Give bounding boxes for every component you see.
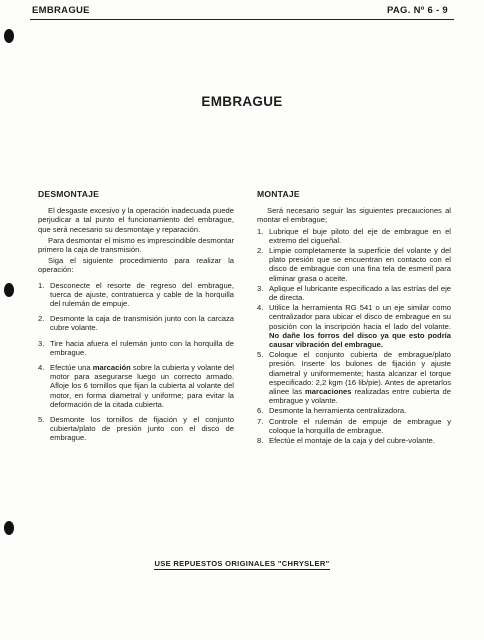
- step-text: [269, 436, 451, 445]
- step-text-part: sobre la cubierta y volante del motor para asegurarse luego un correcto armado. Afloje los 6 tornillos que fijan la cubierta al volante del motor, en forma diametral y uniforme; para evitar la deformación de la citada cubierta.: [50, 363, 234, 409]
- step-text-part: Lubrique el buje piloto del eje de embrague en el extremo del cigueñal.: [269, 226, 451, 245]
- step-text: [50, 415, 234, 443]
- list-item: [257, 246, 451, 283]
- step-number: 3.: [257, 283, 264, 293]
- binder-hole: [4, 29, 14, 43]
- binder-hole: [4, 521, 14, 535]
- desmontaje-intro: Siga el siguiente procedimiento para realizar la operación:: [38, 256, 234, 275]
- binder-hole: [4, 283, 14, 297]
- step-text: [50, 339, 234, 357]
- step-text-part: Efectúe el montaje de la caja y del cubre-volante.: [269, 436, 435, 446]
- step-number: 4.: [257, 303, 264, 313]
- list-item: [257, 227, 451, 245]
- header-title: EMBRAGUE: [32, 5, 90, 16]
- step-number: 5.: [257, 350, 264, 360]
- step-text: [269, 303, 451, 349]
- step-text: [269, 417, 451, 435]
- step-number: 1.: [38, 280, 45, 290]
- list-item: [38, 339, 234, 357]
- montaje-title: MONTAJE: [257, 189, 300, 199]
- step-text: [269, 284, 451, 302]
- step-text-part: Desconecte el resorte de regreso del embrague, tuerca de ajuste, contratuerca y cable de la horquilla del rulemán de empuje.: [50, 280, 234, 309]
- list-item: [38, 281, 234, 309]
- step-text: [269, 350, 451, 405]
- step-text-bold: marcaciones: [305, 387, 352, 397]
- step-text: [50, 281, 234, 309]
- step-text: [50, 314, 234, 332]
- step-text: [269, 227, 451, 245]
- step-text-part: Aplique el lubricante especificado a las estrías del eje de directa.: [269, 283, 451, 303]
- desmontaje-intro: Para desmontar el mismo es imprescindible desmontar primero la caja de transmisión.: [38, 235, 234, 255]
- desmontaje-title: DESMONTAJE: [38, 189, 100, 199]
- desmontaje-intro: El desgaste excesivo y la operación inadecuada puede perjudicar a tal punto el funcionamiento del embrague, que será necesario su desmontaje y reparación.: [38, 206, 234, 234]
- step-text: [269, 406, 451, 415]
- step-number: 6.: [257, 406, 264, 416]
- step-number: 2.: [38, 314, 45, 324]
- montaje-intro: Será necesario seguir las siguientes precauciones al montar el embrague;: [257, 206, 451, 225]
- montaje-section: [257, 190, 451, 445]
- list-item: [257, 436, 451, 445]
- list-item: [257, 303, 451, 349]
- step-text: [50, 363, 234, 409]
- step-number: 8.: [257, 436, 264, 446]
- step-text-part: Limpie completamente la superficie del volante y del plato presión que se encuentran en contacto con el disco de embrague con una fina tela de esmeril para eliminar grasa o aceite.: [269, 246, 451, 283]
- page-number: PAG. Nº 6 - 9: [386, 5, 448, 16]
- step-text-part: Efectúe una: [50, 363, 93, 373]
- step-text-bold: No dañe los forros del disco ya que esto podría causar vibración del embrague.: [269, 330, 451, 350]
- desmontaje-section: [38, 190, 234, 443]
- step-number: 1.: [257, 226, 264, 236]
- step-number: 2.: [257, 246, 264, 256]
- list-item: [257, 406, 451, 415]
- list-item: [257, 417, 451, 435]
- footer-text: USE REPUESTOS ORIGINALES "CHRYSLER": [154, 559, 330, 568]
- list-item: [38, 415, 234, 443]
- step-number: 4.: [38, 363, 45, 373]
- list-item: [38, 363, 234, 409]
- step-text-bold: marcación: [92, 363, 131, 373]
- list-item: [38, 314, 234, 332]
- step-text: [269, 246, 451, 283]
- desmontaje-steps: [38, 281, 234, 443]
- header-divider: [30, 19, 454, 20]
- step-number: 7.: [257, 416, 264, 426]
- page-title: EMBRAGUE: [201, 94, 283, 109]
- step-number: 3.: [38, 338, 45, 348]
- montaje-steps: [257, 227, 451, 446]
- step-text-part: Coloque el conjunto cubierta de embrague/plato presión. Inserte los bulones de fijación y ajuste diametral y uniformemente; hasta alcanzar el torque especificado: 2,2 kgm (16 lib/pie). Antes de apretarlos alinee las: [269, 350, 451, 397]
- step-text-part: Desmonte la caja de transmisión junto con la carcaza cubre volante.: [50, 314, 234, 333]
- step-text-part: realizadas entre cubierta de embrague y volante.: [269, 387, 451, 406]
- footer-note: [0, 559, 484, 568]
- step-text-part: Controle el rulemán de empuje de embrague y coloque la horquilla de embrague.: [269, 416, 451, 435]
- list-item: [257, 350, 451, 405]
- step-text-part: Desmonte los tornillos de fijación y el conjunto cubierta/plato de presión junto con el disco de embrague.: [50, 415, 234, 443]
- list-item: [257, 284, 451, 302]
- step-number: 5.: [38, 415, 45, 425]
- step-text-part: Desmonte la herramienta centralizadora.: [269, 406, 407, 416]
- step-text-part: Utilice la herramienta RG 541 o un eje similar como centralizador para ubicar el disco de embrague en su posición con la inscripción hacia el lado del volante.: [269, 303, 451, 331]
- step-text-part: Tire hacia afuera el rulemán junto con la horquilla de embrague.: [50, 338, 234, 357]
